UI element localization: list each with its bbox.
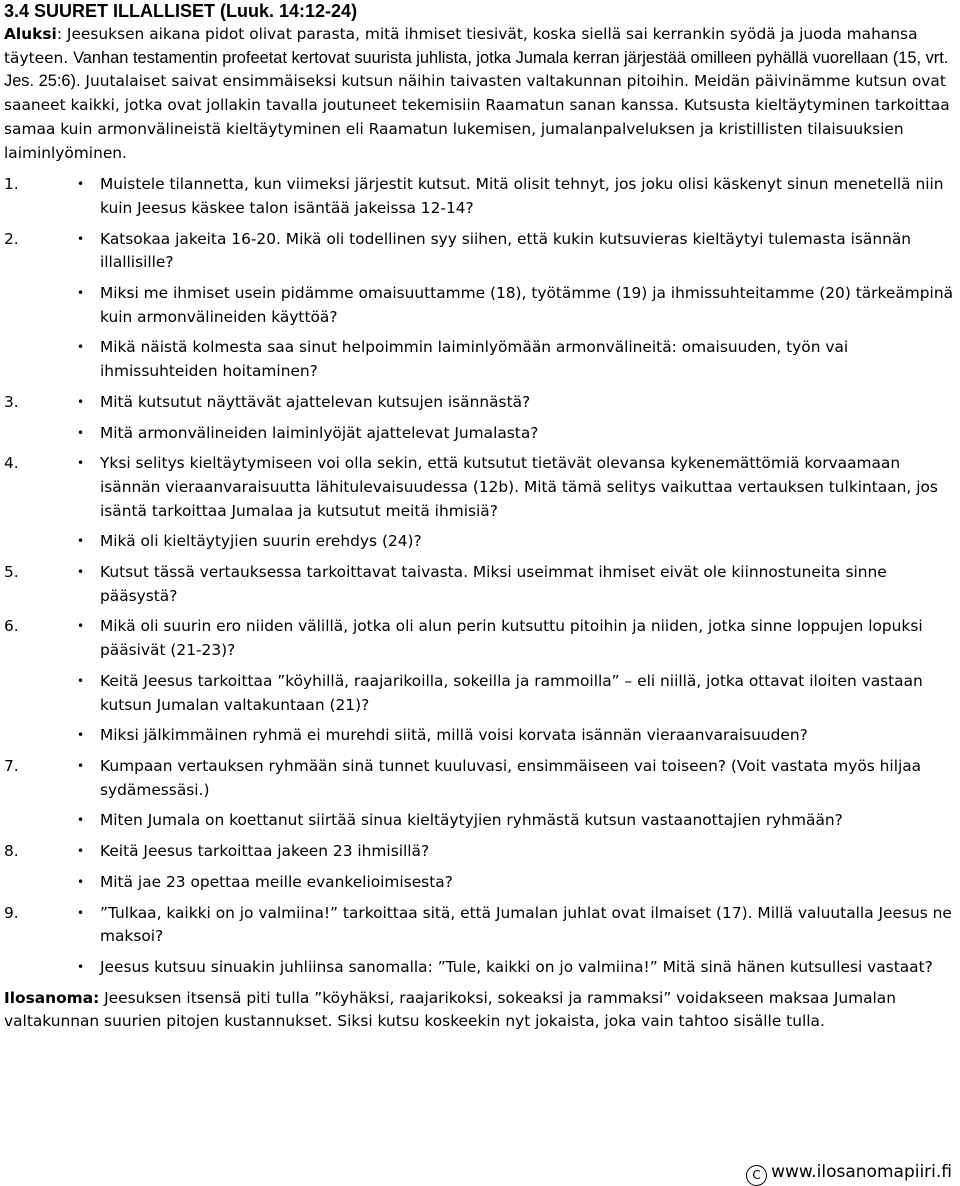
question-number: 9. xyxy=(4,903,19,922)
conclusion-text: Jeesuksen itsensä piti tulla ”köyhäksi, raajarikoksi, sokeaksi ja rammaksi” voidakseen maksaa Jumalan valtakunnan suurien pitojen kustannukset. Siksi kutsu koskeekin nyt jokaista, joka vain tahtoo sisälle tulla. xyxy=(4,988,896,1031)
question-item xyxy=(74,530,956,554)
question-text: Miksi me ihmiset usein pidämme omaisuuttamme (18), työtämme (19) ja ihmissuhteitamme (20) tärkeämpinä kuin armonvälineiden käyttöä? xyxy=(100,284,954,326)
copyright-icon: C xyxy=(746,1165,767,1186)
question-item xyxy=(74,452,956,523)
question-number: 2. xyxy=(4,229,19,248)
question-text: Keitä Jeesus tarkoittaa ”köyhillä, raajarikoilla, sokeilla ja rammoilla” – eli niillä, jotka ottavat iloiten vastaan kutsun Jumalan valtakuntaan (21)? xyxy=(100,671,923,714)
question-items xyxy=(74,840,956,894)
bullet-icon: • xyxy=(77,758,85,773)
question-number: 3. xyxy=(4,392,19,411)
bullet-icon: • xyxy=(77,177,85,192)
question-text: Mikä oli suurin ero niiden välillä, jotka oli alun perin kutsuttu pitoihin ja niiden, jotka sinne loppujen lopuksi pääsivät (21-23)? xyxy=(100,617,923,660)
question-item xyxy=(74,840,956,864)
question-item xyxy=(74,670,956,717)
question-group xyxy=(4,391,956,445)
footer xyxy=(746,1161,952,1186)
bullet-icon: • xyxy=(77,425,85,440)
question-item xyxy=(74,615,956,662)
question-text: Mikä oli kieltäytyjien suurin erehdys (24)? xyxy=(100,532,422,551)
question-list xyxy=(4,173,956,979)
bullet-icon: • xyxy=(77,565,85,580)
question-text: Kumpaan vertauksen ryhmään sinä tunnet kuuluvasi, ensimmäiseen vai toiseen? (Voit vastata myös hiljaa sydämessäsi.) xyxy=(100,756,922,799)
intro-lead: Aluksi xyxy=(4,25,57,43)
question-text: ”Tulkaa, kaikki on jo valmiina!” tarkoittaa sitä, että Jumalan juhlat ovat ilmaiset (17). Millä valuutalla Jeesus ne maksoi? xyxy=(100,903,952,946)
intro-text-2: Vanhan testamentin profeetat kertovat suurista juhlista, jotka Jumala kerran järjestää omilleen pyhällä vuorellaan (15, vrt. Jes. 25:6). xyxy=(4,48,949,91)
question-text: Mitä armonvälineiden laiminlyöjät ajattelevat Jumalasta? xyxy=(100,423,539,442)
question-items xyxy=(74,228,956,384)
question-group xyxy=(4,615,956,748)
question-item xyxy=(74,755,956,802)
question-text: Yksi selitys kieltäytymiseen voi olla sekin, että kutsutut tietävät olevansa kykenemättömiä korvaamaan isännän vieraanvaraisuutta lähitulevaisuudessa (12b). Mitä tämä selitys vaikuttaa vertauksen tulkintaan, jos isäntä tarkoittaa Jumalaa ja kutsutut meitä ihmisiä? xyxy=(100,454,938,520)
question-item xyxy=(74,391,956,415)
question-text: Miten Jumala on koettanut siirtää sinua kieltäytyjien ryhmästä kutsun vastaanottajien ryhmään? xyxy=(100,811,843,830)
question-items xyxy=(74,615,956,748)
question-item xyxy=(74,561,956,608)
question-item xyxy=(74,228,956,275)
question-items xyxy=(74,561,956,608)
document-page xyxy=(4,0,956,1034)
conclusion-lead: Ilosanoma: xyxy=(4,988,100,1007)
bullet-icon: • xyxy=(77,959,85,974)
question-text: Muistele tilannetta, kun viimeksi järjestit kutsut. Mitä olisit tehnyt, jos joku olisi käskenyt sinun menetellä niin kuin Jeesus käskee talon isäntää jakeissa 12-14? xyxy=(100,175,944,217)
intro-paragraph xyxy=(4,23,956,165)
question-items xyxy=(74,755,956,833)
conclusion-paragraph xyxy=(4,987,956,1034)
question-text: Keitä Jeesus tarkoittaa jakeen 23 ihmisillä? xyxy=(100,842,430,861)
footer-site-link[interactable]: www.ilosanomapiiri.fi xyxy=(771,1162,952,1182)
question-items xyxy=(74,902,956,980)
bullet-icon: • xyxy=(77,619,85,634)
question-text: Jeesus kutsuu sinuakin juhliinsa sanomalla: ”Tule, kaikki on jo valmiina!” Mitä sinä hänen kutsullesi vastaat? xyxy=(100,957,933,976)
question-item xyxy=(74,422,956,446)
intro-text-3: Juutalaiset saivat ensimmäiseksi kutsun näihin taivasten valtakunnan pitoihin. Meidän päivinämme kutsun ovat saaneet kaikki, jotka ovat jollakin tavalla joutuneet tekemisiin Raamatun sanan kanssa. Kutsusta kieltäytyminen tarkoittaa samaa kuin armonvälineistä kieltäytyminen eli Raamatun lukemisen, jumalanpalveluksen ja kristillisten tilaisuuksien laiminlyöminen. xyxy=(4,72,950,162)
question-group xyxy=(4,452,956,554)
bullet-icon: • xyxy=(77,534,85,549)
bullet-icon: • xyxy=(77,286,85,301)
question-item xyxy=(74,956,956,980)
bullet-icon: • xyxy=(77,844,85,859)
question-group xyxy=(4,228,956,384)
bullet-icon: • xyxy=(77,456,85,471)
question-item xyxy=(74,282,956,329)
question-group xyxy=(4,755,956,833)
question-item xyxy=(74,336,956,383)
question-text: Katsokaa jakeita 16-20. Mikä oli todellinen syy siihen, että kukin kutsuvieras kieltäytyi tulemasta isännän illallisille? xyxy=(100,229,912,272)
bullet-icon: • xyxy=(77,874,85,889)
question-item xyxy=(74,809,956,833)
question-items xyxy=(74,391,956,445)
question-text: Kutsut tässä vertauksessa tarkoittavat taivasta. Miksi useimmat ihmiset eivät ole kiinnostuneita sinne pääsystä? xyxy=(100,563,887,605)
question-text: Mitä kutsutut näyttävät ajattelevan kutsujen isännästä? xyxy=(100,392,531,411)
question-item xyxy=(74,724,956,748)
question-items xyxy=(74,452,956,554)
question-item xyxy=(74,902,956,949)
bullet-icon: • xyxy=(77,231,85,246)
question-number: 7. xyxy=(4,756,19,775)
intro-text-1: : Jeesuksen aikana pidot olivat parasta, mitä ihmiset tiesivät, koska siellä sai kerrankin syödä ja juoda mahansa täyteen. xyxy=(4,25,918,67)
page-title: 3.4 SUURET ILLALLISET (Luuk. 14:12-24) xyxy=(4,1,358,21)
question-group xyxy=(4,840,956,894)
question-text: Mitä jae 23 opettaa meille evankelioimisesta? xyxy=(100,872,453,891)
question-number: 4. xyxy=(4,454,19,473)
bullet-icon: • xyxy=(77,728,85,743)
question-number: 1. xyxy=(4,175,19,194)
question-group xyxy=(4,902,956,980)
bullet-icon: • xyxy=(77,813,85,828)
question-group xyxy=(4,561,956,608)
question-item xyxy=(74,173,956,220)
bullet-icon: • xyxy=(77,673,85,688)
question-text: Mikä näistä kolmesta saa sinut helpoimmin laiminlyömään armonvälineitä: omaisuuden, työn vai ihmissuhteiden hoitaminen? xyxy=(100,338,849,381)
question-item xyxy=(74,871,956,895)
bullet-icon: • xyxy=(77,394,85,409)
question-group xyxy=(4,173,956,220)
question-items xyxy=(74,173,956,220)
question-number: 5. xyxy=(4,563,19,582)
bullet-icon: • xyxy=(77,340,85,355)
bullet-icon: • xyxy=(77,905,85,920)
question-number: 6. xyxy=(4,617,19,636)
question-text: Miksi jälkimmäinen ryhmä ei murehdi siitä, millä voisi korvata isännän vieraanvaraisuuden? xyxy=(100,726,808,745)
question-number: 8. xyxy=(4,842,19,861)
